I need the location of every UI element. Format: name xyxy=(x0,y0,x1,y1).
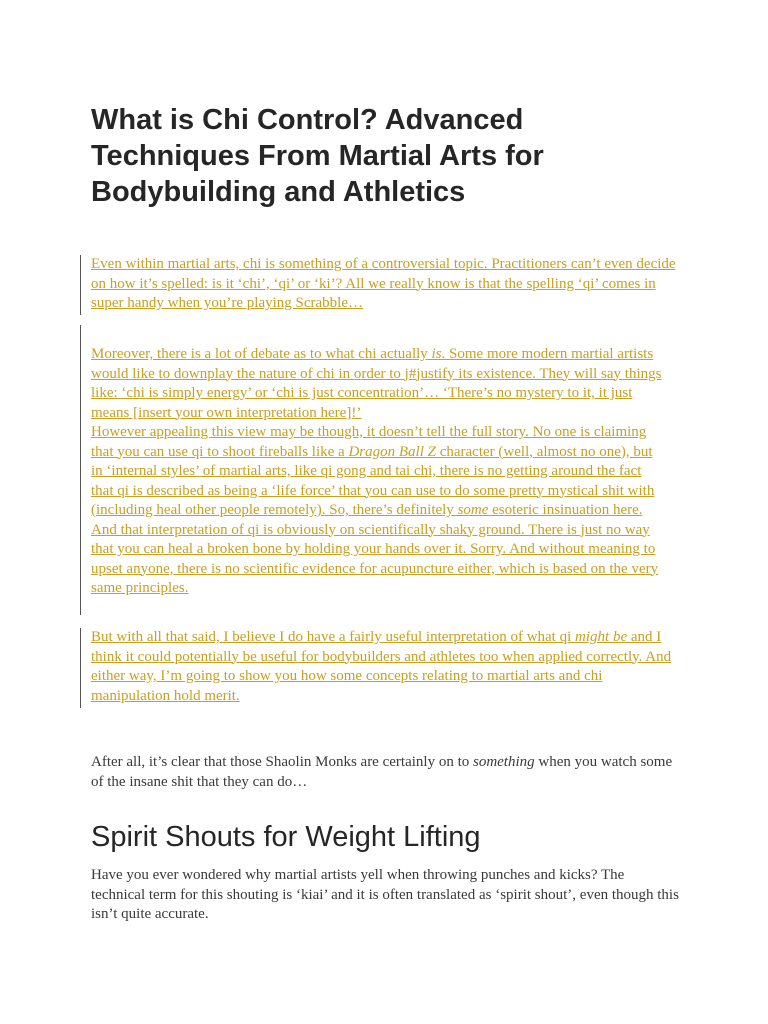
text-run: . Some more modern martial artists would like to downplay the nature of chi in order to j#justify its existence. They will say things like: ‘chi is simply energy’ or ‘chi is just concentration’… ‘There’s no mystery to it, it just means [insert your own interpretation here]!’ xyxy=(91,346,662,421)
quote-paragraph[interactable] xyxy=(91,423,665,521)
quote-paragraph[interactable]: Even within martial arts, chi is something of a controversial topic. Practitioners can’t even decide on how it’s spelled: is it ‘chi’, ‘qi’ or ‘ki’? All we really know is that the spelling ‘qi’ comes in super handy when you’re playing Scrabble… xyxy=(91,256,676,311)
text-run: character (well, almost no one), but in ‘internal styles’ of martial arts, like qi gong and tai chi, there is no getting around the fact that qi is described as being a ‘life force’ that you can use to do some pretty mystical shit with (including heal other people remotely). So, there’s definitely xyxy=(91,443,655,518)
quote-block-spelling xyxy=(80,255,676,315)
quote-paragraph[interactable]: And that interpretation of qi is obviously on scientifically shaky ground. There is just no way that you can heal a broken bone by holding your hands over it. Sorry. And without meaning to upset anyone, there is no scientific evidence for acupuncture either, which is based on the very same principles. xyxy=(91,521,659,596)
emphasis-text: some xyxy=(457,502,489,518)
text-run: Moreover, there is a lot of debate as to what chi actually xyxy=(91,346,432,362)
quote-paragraph[interactable] xyxy=(91,345,665,423)
section-heading: Spirit Shouts for Weight Lifting xyxy=(91,821,481,853)
quote-paragraph[interactable] xyxy=(91,628,676,706)
emphasis-text: something xyxy=(472,754,535,770)
quote-block-interpretation xyxy=(80,628,676,708)
quote-block-debate xyxy=(80,325,665,615)
text-run: esoteric insinuation here. xyxy=(488,502,643,518)
emphasis-text: might be xyxy=(575,629,628,645)
text-run: and I think it could potentially be useful for bodybuilders and athletes too when applied correctly. And either way, I’m going to show you how some concepts relating to martial arts and chi manipulation hold merit. xyxy=(91,629,672,704)
article-title: What is Chi Control? Advanced Techniques From Martial Arts for Bodybuilding and Athletics xyxy=(91,104,544,208)
text-run: However appealing this view may be though, it doesn’t tell the full story. No one is claiming that you can use qi to shoot fireballs like a xyxy=(91,424,647,460)
text-run: when you watch some of the insane shit that they can do… xyxy=(91,754,673,790)
text-run: But with all that said, I believe I do have a fairly useful interpretation of what qi xyxy=(91,629,576,645)
body-paragraph-shaolin xyxy=(91,753,681,792)
emphasis-text: is xyxy=(431,346,442,362)
text-run: After all, it’s clear that those Shaolin Monks are certainly on to xyxy=(91,754,473,770)
body-paragraph-kiai: Have you ever wondered why martial artists yell when throwing punches and kicks? The technical term for this shouting is ‘kiai’ and it is often translated as ‘spirit shout’, even though this isn’t quite accurate. xyxy=(91,867,679,922)
emphasis-text: Dragon Ball Z xyxy=(348,443,436,460)
